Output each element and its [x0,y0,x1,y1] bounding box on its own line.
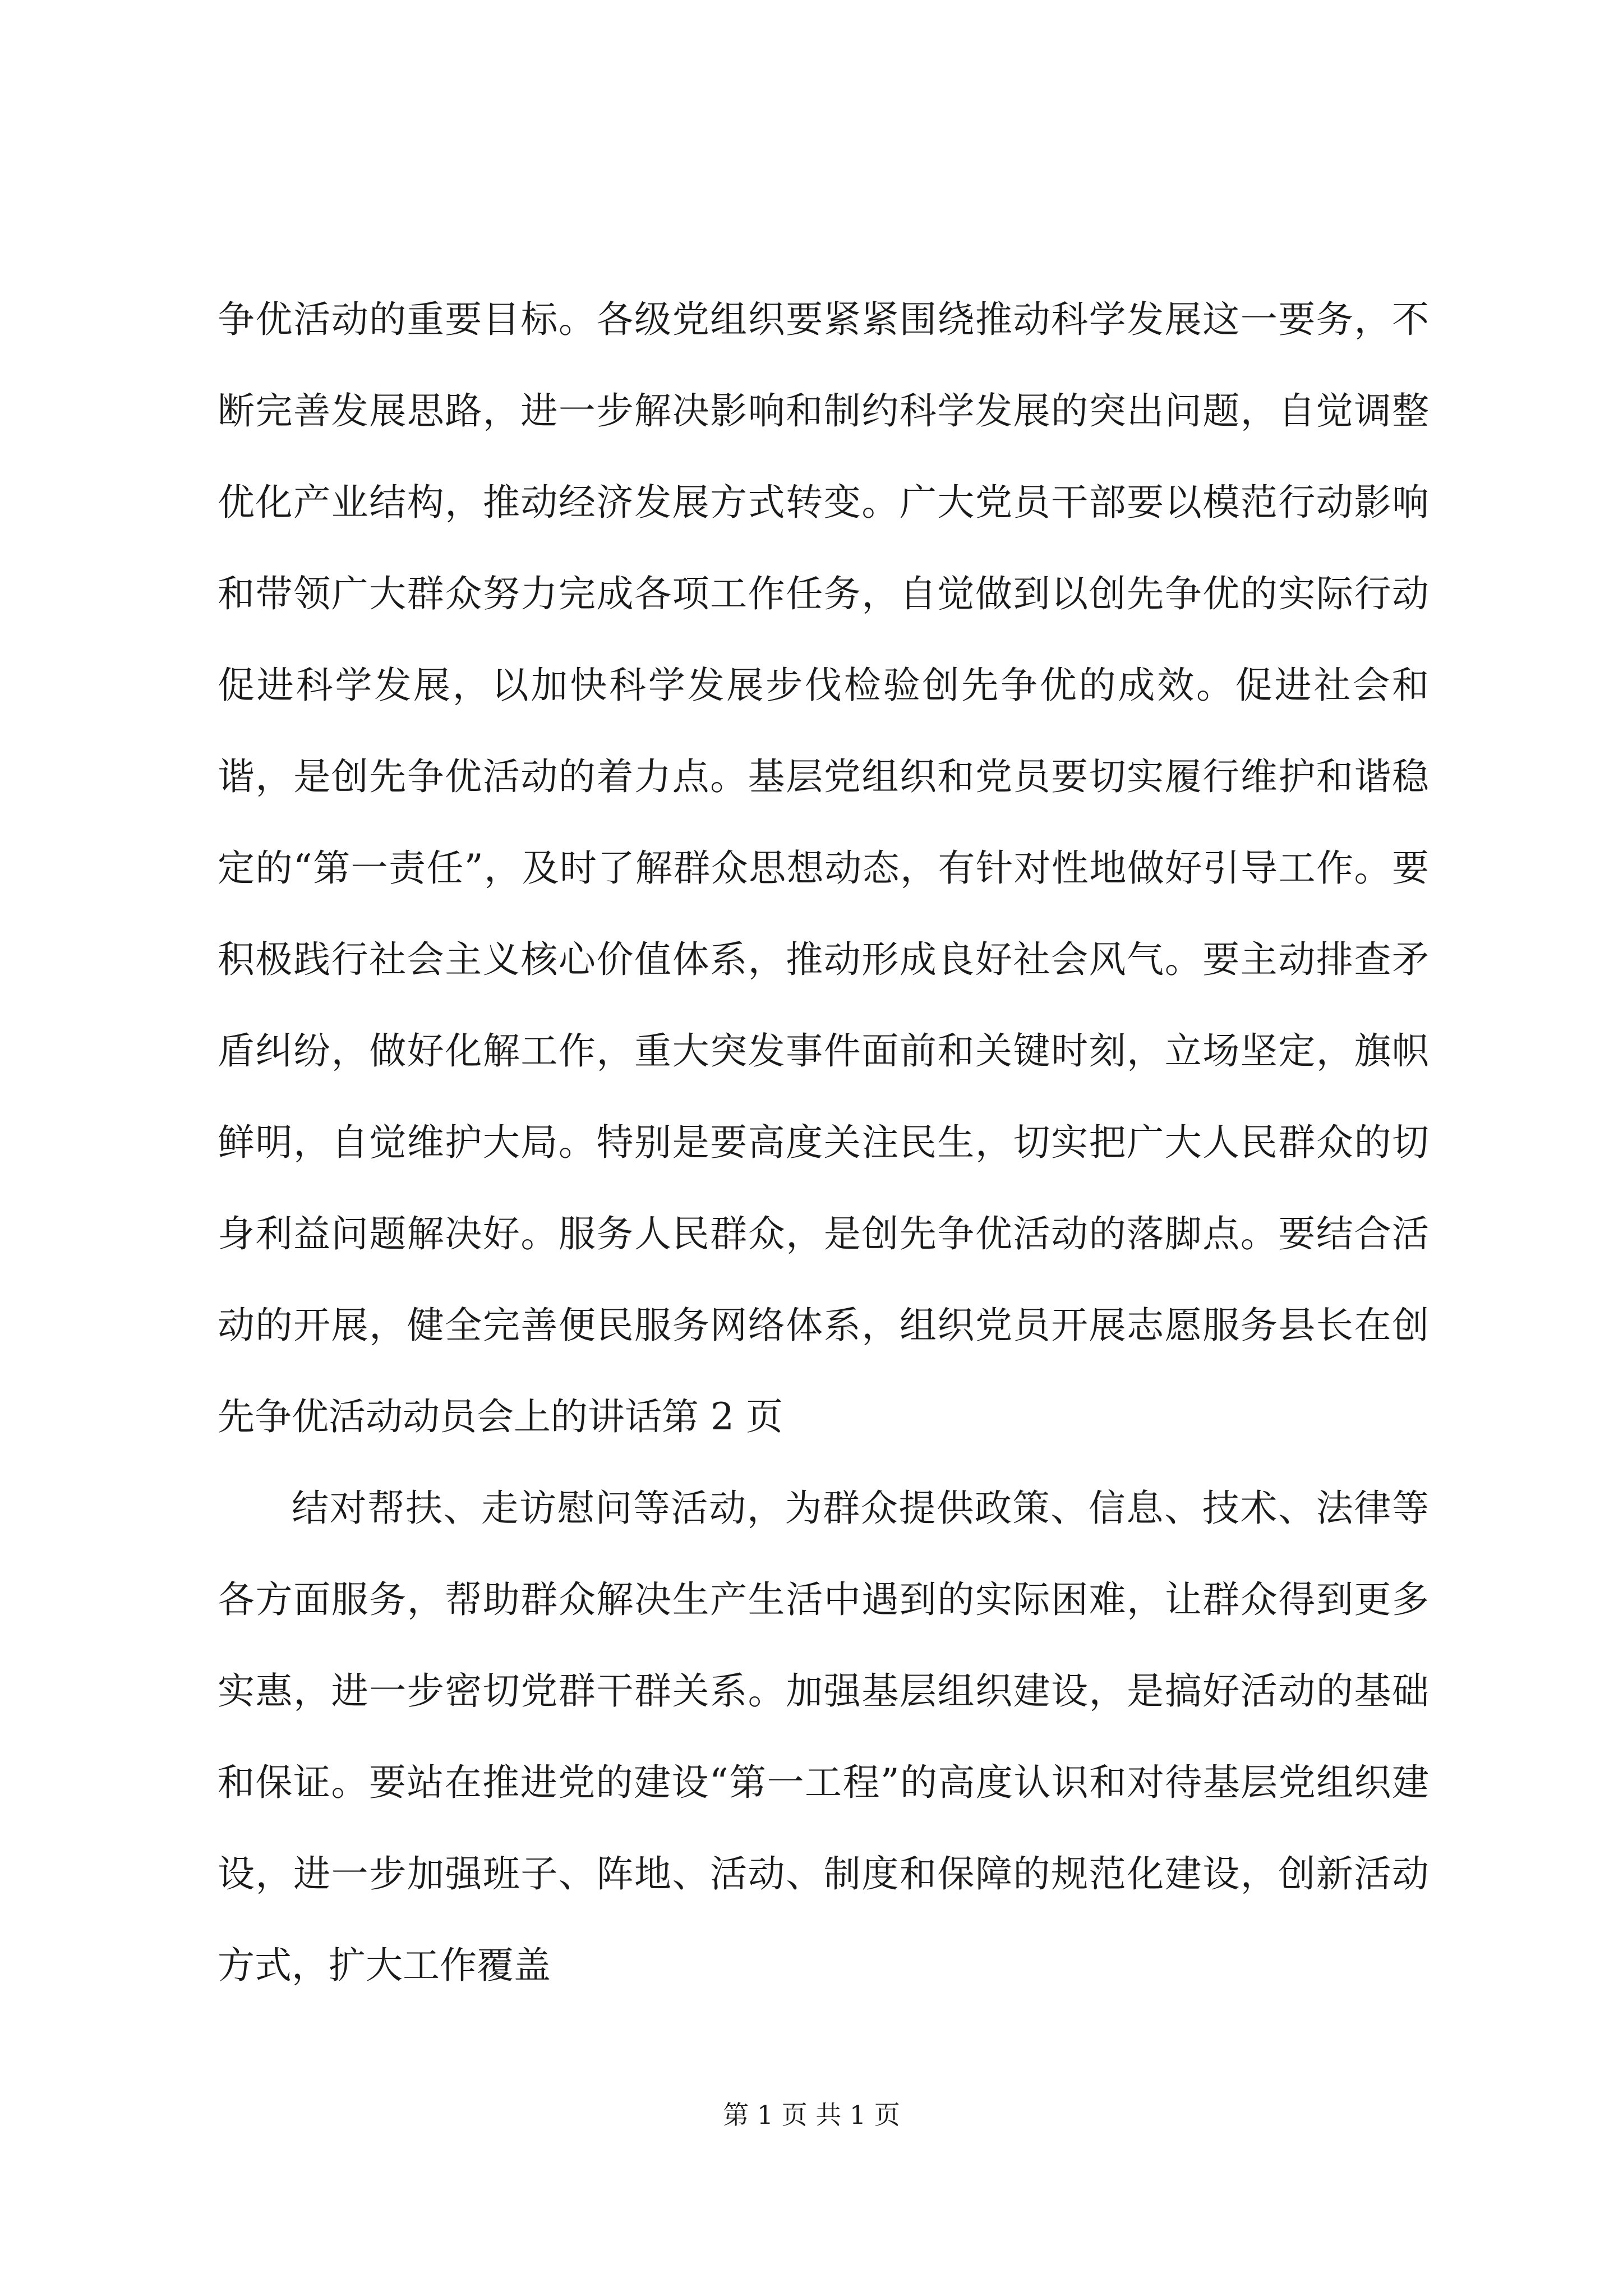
paragraph-1: 争优活动的重要目标。各级党组织要紧紧围绕推动科学发展这一要务，不断完善发展思路，进一步解决影响和制约科学发展的突出问题，自觉调整优化产业结构，推动经济发展方式转变。广大党员干部要以模范行动影响和带领广大群众努力完成各项工作任务，自觉做到以创先争优的实际行动促进科学发展，以加快科学发展步伐检验创先争优的成效。促进社会和谐，是创先争优活动的着力点。基层党组织和党员要切实履行维护和谐稳定的“第一责任”，及时了解群众思想动态，有针对性地做好引导工作。要积极践行社会主义核心价值体系，推动形成良好社会风气。要主动排查矛盾纠纷，做好化解工作，重大突发事件面前和关键时刻，立场坚定，旗帜鲜明，自觉维护大局。特别是要高度关注民生，切实把广大人民群众的切身利益问题解决好。服务人民群众，是创先争优活动的落脚点。要结合活动的开展，健全完善便民服务网络体系，组织党员开展志愿服务县长在创先争优活动动员会上的讲话第 2 页 [218,298,1429,1438]
paragraph-2: 结对帮扶、走访慰问等活动，为群众提供政策、信息、技术、法律等各方面服务，帮助群众解决生产生活中遇到的实际困难，让群众得到更多实惠，进一步密切党群干群关系。加强基层组织建设，是搞好活动的基础和保证。要站在推进党的建设“第一工程”的高度认识和对待基层党组织建设，进一步加强班子、阵地、活动、制度和保障的规范化建设，创新活动方式，扩大工作覆盖 [218,1487,1429,1987]
page-footer: 第 1 页 共 1 页 [723,2100,900,2130]
document-body [218,274,1429,2011]
